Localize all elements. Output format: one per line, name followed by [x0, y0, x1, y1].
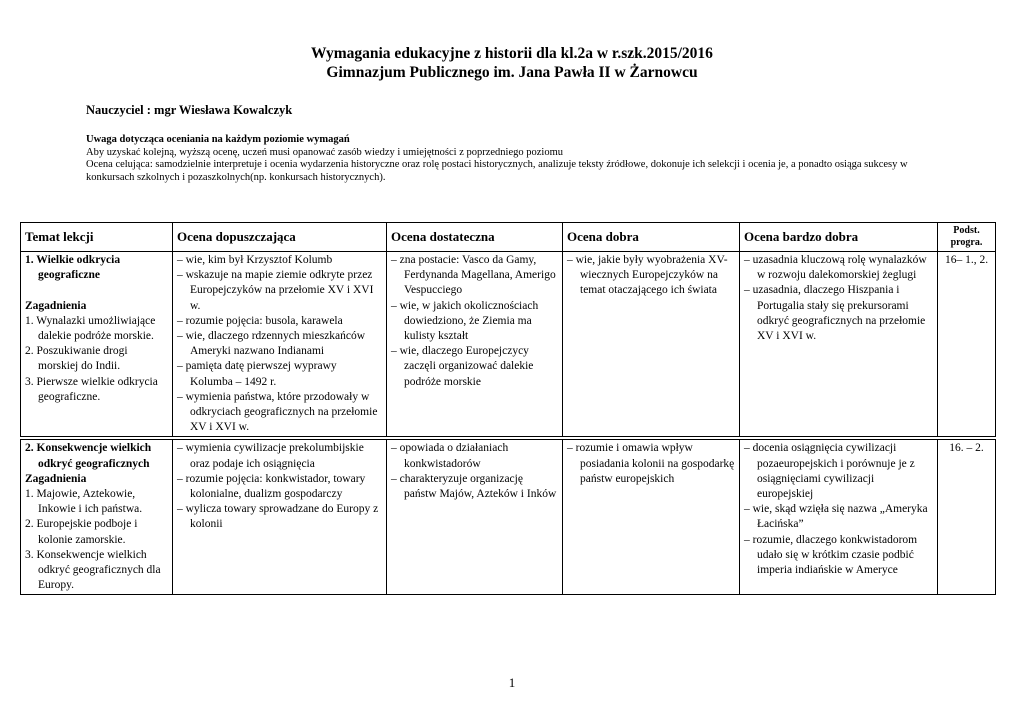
- requirement-item: – pamięta datę pierwszej wyprawy Kolumba – 1492 r.: [177, 360, 337, 388]
- dostateczna-cell: [387, 252, 563, 437]
- issue-item: 2. Europejskie podboje i kolonie zamorskie.: [25, 518, 138, 546]
- issue-item: 3. Konsekwencje wielkich odkryć geograficznych dla Europy.: [25, 548, 161, 592]
- table-row: [21, 252, 996, 437]
- requirement-item: – uzasadnia kluczową rolę wynalazków w rozwoju dalekomorskiej żeglugi: [744, 254, 927, 282]
- requirement-item: – wie, jakie były wyobrażenia XV-wiecznych Europejczyków na temat otaczającego ich świata: [567, 254, 728, 297]
- bardzo-dobra-cell: [740, 440, 938, 595]
- requirement-item: – wie, kim był Krzysztof Kolumb: [177, 254, 333, 266]
- podstawa-cell: 16– 1., 2.: [938, 252, 996, 437]
- table-row: [21, 440, 996, 595]
- dostateczna-cell: [387, 440, 563, 595]
- issue-item: 1. Majowie, Aztekowie, Inkowie i ich państwa.: [25, 488, 143, 516]
- requirement-item: – wylicza towary sprowadzane do Europy z kolonii: [177, 503, 379, 531]
- topic-title: 2. Konsekwencje wielkich odkryć geograficznych: [25, 442, 152, 470]
- issues-label: Zagadnienia: [25, 472, 87, 485]
- header-topic: Temat lekcji: [21, 223, 173, 252]
- header-bardzo-dobra: Ocena bardzo dobra: [740, 223, 938, 252]
- header-podstawa: Podst. progra.: [938, 223, 996, 252]
- issue-item: 3. Pierwsze wielkie odkrycia geograficzne.: [25, 375, 158, 403]
- issue-item: 1. Wynalazki umożliwiające dalekie podróże morskie.: [25, 314, 156, 343]
- bardzo-dobra-cell: [740, 252, 938, 437]
- dobra-cell: [563, 440, 740, 595]
- dopuszczajaca-cell: [173, 440, 387, 595]
- dobra-cell: [563, 252, 740, 437]
- document-title-line2: Gimnazjum Publicznego im. Jana Pawła II w Żarnowcu: [326, 64, 698, 81]
- header-dopuszczajaca: Ocena dopuszczająca: [173, 223, 387, 252]
- header-dostateczna: Ocena dostateczna: [387, 223, 563, 252]
- requirement-item: – rozumie pojęcia: konkwistador, towary kolonialne, dualizm gospodarczy: [177, 472, 366, 501]
- requirement-item: – rozumie i omawia wpływ posiadania kolonii na gospodarkę państw europejskich: [567, 442, 735, 485]
- grading-note: [86, 134, 926, 184]
- requirements-table: [20, 222, 996, 595]
- requirement-item: – zna postacie: Vasco da Gamy, Ferdynanda Magellana, Amerigo Vespucciego: [391, 254, 556, 297]
- requirement-item: – wskazuje na mapie ziemie odkryte przez Europejczyków na przełomie XV i XVI w.: [177, 269, 374, 312]
- topic-cell: [21, 252, 173, 437]
- grading-note-line2: Ocena celująca: samodzielnie interpretuje i ocenia wydarzenia historyczne oraz rolę postaci historycznych, analizuje teksty źródłowe, dokonuje ich selekcji i ocenia je, a ponadto osiąga sukcesy w konkursach szkolnych i pozaszkolnych(np. konkursach historycznych).: [86, 159, 908, 183]
- grading-note-heading: Uwaga dotycząca oceniania na każdym poziomie wymagań: [86, 134, 350, 145]
- dopuszczajaca-cell: [173, 252, 387, 437]
- topic-title: 1. Wielkie odkrycia geograficzne: [25, 254, 121, 282]
- requirement-item: – wie, dlaczego Europejczycy zaczęli organizować dalekie podróże morskie: [391, 345, 534, 388]
- requirement-item: – wie, skąd wzięła się nazwa „Ameryka Łacińska”: [744, 503, 928, 531]
- document-title-line1: Wymagania edukacyjne z historii dla kl.2a w r.szk.2015/2016: [311, 45, 713, 62]
- page-number: 1: [508, 675, 516, 690]
- requirement-item: – rozumie, dlaczego konkwistadorom udało się w krótkim czasie podbić imperia indiańskie w Ameryce: [744, 533, 918, 577]
- requirement-item: – wymienia państwa, które przodowały w odkryciach geograficznych na przełomie XV i XVI w.: [177, 390, 378, 434]
- table-header-row: [21, 223, 996, 252]
- issue-item: 2. Poszukiwanie drogi morskiej do Indii.: [25, 345, 128, 373]
- requirement-item: – wymienia cywilizacje prekolumbijskie oraz podaje ich osiągnięcia: [177, 442, 364, 470]
- requirement-item: – charakteryzuje organizację państw Majów, Azteków i Inków: [391, 472, 557, 501]
- requirement-item: – uzasadnia, dlaczego Hiszpania i Portugalia stały się prekursorami odkryć geograficznych na przełomie XV i XVI w.: [744, 284, 926, 343]
- podstawa-cell: 16. – 2.: [938, 440, 996, 595]
- requirement-item: – docenia osiągnięcia cywilizacji pozaeuropejskich i porównuje je z osiągnięciami cywilizacji europejskiej: [744, 442, 915, 501]
- topic-cell: [21, 440, 173, 595]
- issues-label: Zagadnienia: [25, 299, 87, 312]
- grading-note-line1: Aby uzyskać kolejną, wyższą ocenę, uczeń musi opanować zasób wiedzy i umiejętności z poprzedniego poziomu: [86, 146, 564, 158]
- teacher-name: Nauczyciel : mgr Wiesława Kowalczyk: [86, 103, 293, 117]
- requirement-item: – wie, dlaczego rdzennych mieszkańców Ameryki nazwano Indianami: [177, 330, 366, 358]
- requirement-item: – wie, w jakich okolicznościach dowiedziono, że Ziemia ma kulisty kształt: [391, 299, 539, 343]
- header-dobra: Ocena dobra: [563, 223, 740, 252]
- requirement-item: – opowiada o działaniach konkwistadorów: [391, 442, 509, 470]
- requirement-item: – rozumie pojęcia: busola, karawela: [177, 314, 343, 327]
